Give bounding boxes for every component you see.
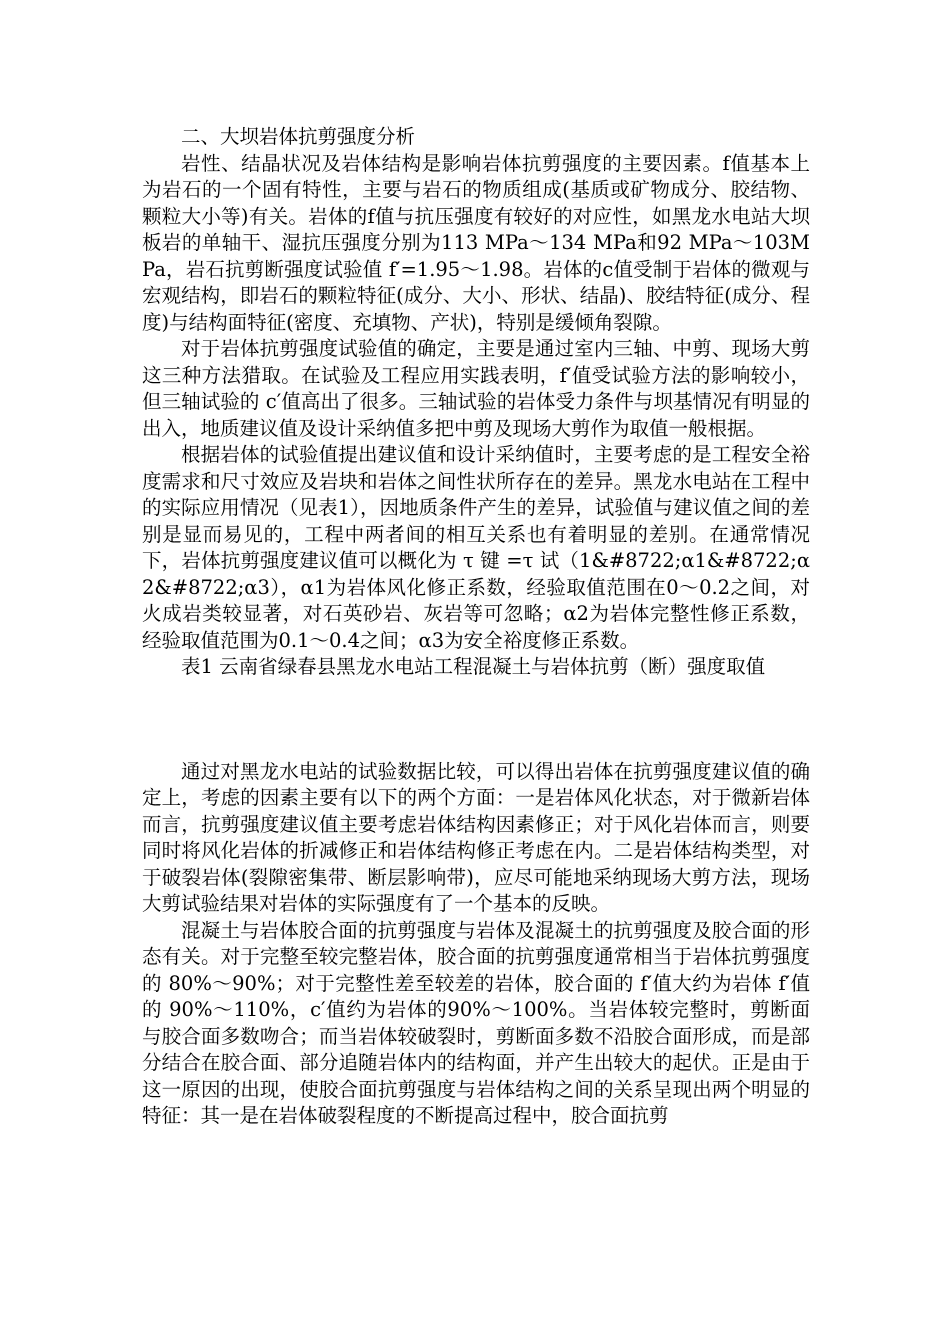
paragraph-recommended-values: 根据岩体的试验值提出建议值和设计采纳值时，主要考虑的是工程安全裕度需求和尺寸效应及岩块和岩体之间性状所存在的差异。黑龙水电站在工程中的实际应用情况（见表1），因地质条件产生的差异，试验值与建议值之间的差别是显而易见的，工程中两者间的相互关系也有着明显的差别。在通常情况下，岩体抗剪强度建议值可以概化为 τ 键 =τ 试（1&#8722;α1&#8722;α2&#8722;α3），α1为岩体风化修正系数，经验取值范围在0～0.2之间，对火成岩类较显著，对石英砂岩、灰岩等可忽略；α2为岩体完整性修正系数，经验取值范围为0.1～0.4之间；α3为安全裕度修正系数。	[142, 443, 810, 652]
table-placeholder-gap	[142, 681, 810, 759]
paragraph-rock-properties: 岩性、结晶状况及岩体结构是影响岩体抗剪强度的主要因素。f值基本上为岩石的一个固有特性，主要与岩石的物质组成(基质或矿物成分、胶结物、颗粒大小等)有关。岩体的f值与抗压强度有较好的对应性，如黑龙水电站大坝板岩的单轴干、湿抗压强度分别为113 MPa～134 MPa和92 MPa～103MPa，岩石抗剪断强度试验值 f′=1.95～1.98。岩体的c值受制于岩体的微观与宏观结构，即岩石的颗粒特征(成分、大小、形状、结晶)、胶结特征(成分、程度)与结构面特征(密度、充填物、产状)，特别是缓倾角裂隙。	[142, 151, 810, 334]
table-caption: 表1 云南省绿春县黑龙水电站工程混凝土与岩体抗剪（断）强度取值	[181, 655, 766, 678]
section-heading: 二、大坝岩体抗剪强度分析	[181, 125, 416, 148]
paragraph-comparison: 通过对黑龙水电站的试验数据比较，可以得出岩体在抗剪强度建议值的确定上，考虑的因素主要有以下的两个方面：一是岩体风化状态，对于微新岩体而言，抗剪强度建议值主要考虑岩体结构因素修正；对于风化岩体而言，则要同时将风化岩体的折减修正和岩体结构修正考虑在内。二是岩体结构类型，对于破裂岩体(裂隙密集带、断层影响带)，应尽可能地采纳现场大剪方法，现场大剪试验结果对岩体的实际强度有了一个基本的反映。	[142, 759, 810, 915]
paragraph-test-methods: 对于岩体抗剪强度试验值的确定，主要是通过室内三轴、中剪、现场大剪这三种方法猎取。在试验及工程应用实践表明，f′值受试验方法的影响较小，但三轴试验的 c′值高出了很多。三轴试验的岩体受力条件与坝基情况有明显的出入，地质建议值及设计采纳值多把中剪及现场大剪作为取值一般根据。	[142, 337, 810, 440]
paragraph-concrete-interface: 混凝土与岩体胶合面的抗剪强度与岩体及混凝土的抗剪强度及胶合面的形态有关。对于完整至较完整岩体，胶合面的抗剪强度通常相当于岩体抗剪强度的 80%～90%；对于完整性差至较差的岩体，胶合面的 f′值大约为岩体 f′值的 90%～110%，c′值约为岩体的90%～100%。当岩体较完整时，剪断面与胶合面多数吻合；而当岩体较破裂时，剪断面多数不沿胶合面形成，而是部分结合在胶合面、部分追随岩体内的结构面，并产生出较大的起伏。正是由于这一原因的出现，使胶合面抗剪强度与岩体结构之间的关系呈现出两个明显的特征：其一是在岩体破裂程度的不断提高过程中，胶合面抗剪	[142, 918, 810, 1127]
document-page	[142, 124, 810, 1130]
